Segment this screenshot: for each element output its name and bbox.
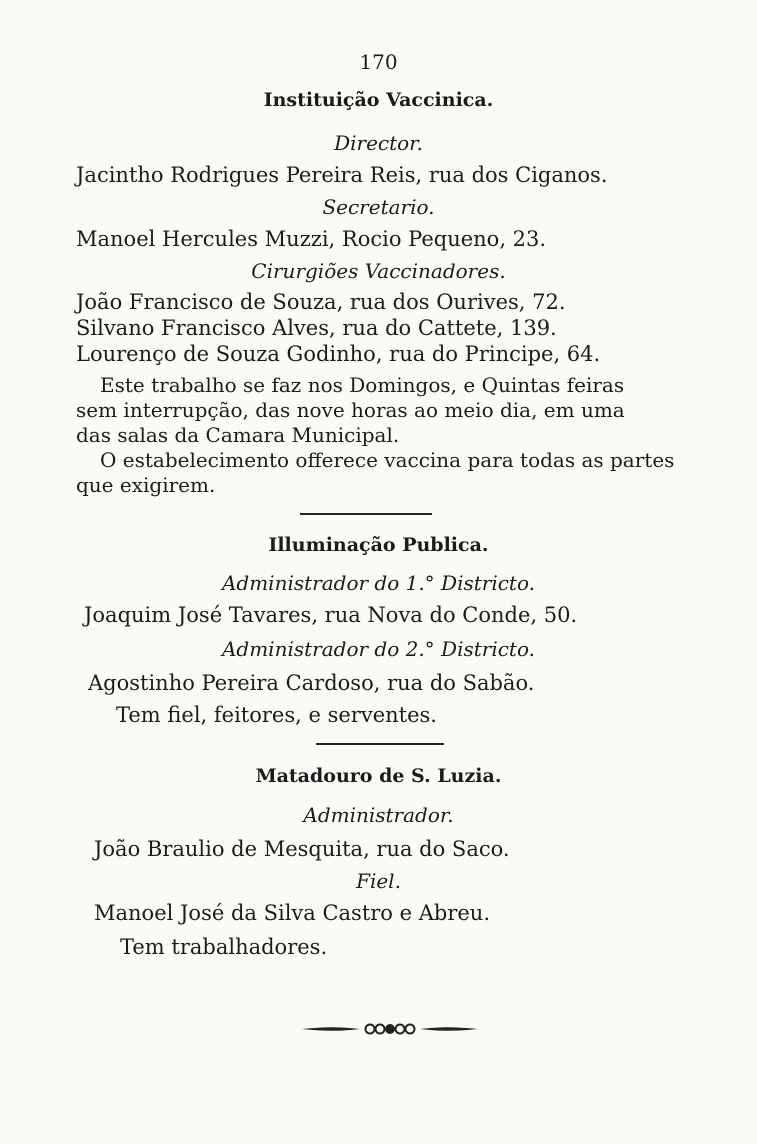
entry-line: Joaquim José Tavares, rua Nova do Conde, 50. [84,603,578,627]
role-title: Director. [334,131,423,155]
entry-line: Tem trabalhadores. [120,935,328,959]
role-title: Administrador. [303,803,454,827]
page-number: 170 [359,50,398,74]
entry-line: Silvano Francisco Alves, rua do Cattete, 139. [76,316,557,340]
section-divider [316,743,444,745]
paragraph-line: sem interrupção, das nove horas ao meio dia, em uma [76,398,625,422]
paragraph-line: Este trabalho se faz nos Domingos, e Quintas feiras [100,373,625,397]
paragraph-line: que exigirem. [76,473,216,497]
entry-line: João Francisco de Souza, rua dos Ourives, 72. [76,290,566,314]
section-heading: Illuminação Publica. [268,534,489,556]
role-title: Administrador do 1.° Districto. [221,571,536,595]
role-title: Administrador do 2.° Districto. [221,637,536,661]
role-title: Secretario. [322,195,435,219]
section-heading: Instituição Vaccinica. [263,89,494,111]
entry-line: João Braulio de Mesquita, rua do Saco. [94,837,510,861]
role-title: Cirurgiões Vaccinadores. [251,259,506,283]
paragraph-line: das salas da Camara Municipal. [76,423,400,447]
entry-line: Tem fiel, feitores, e serventes. [116,703,437,727]
paragraph-line: O estabelecimento offerece vaccina para todas as partes [100,448,675,472]
entry-line: Manoel Hercules Muzzi, Rocio Pequeno, 23. [76,227,547,251]
section-divider [300,513,432,515]
entry-line: Jacintho Rodrigues Pereira Reis, rua dos Ciganos. [76,163,608,187]
entry-line: Agostinho Pereira Cardoso, rua do Sabão. [88,671,535,695]
role-title: Fiel. [356,869,401,893]
entry-line: Manoel José da Silva Castro e Abreu. [94,901,491,925]
tailpiece-ornament-icon [300,1022,480,1036]
section-heading: Matadouro de S. Luzia. [255,765,502,787]
entry-line: Lourenço de Souza Godinho, rua do Principe, 64. [76,342,601,366]
